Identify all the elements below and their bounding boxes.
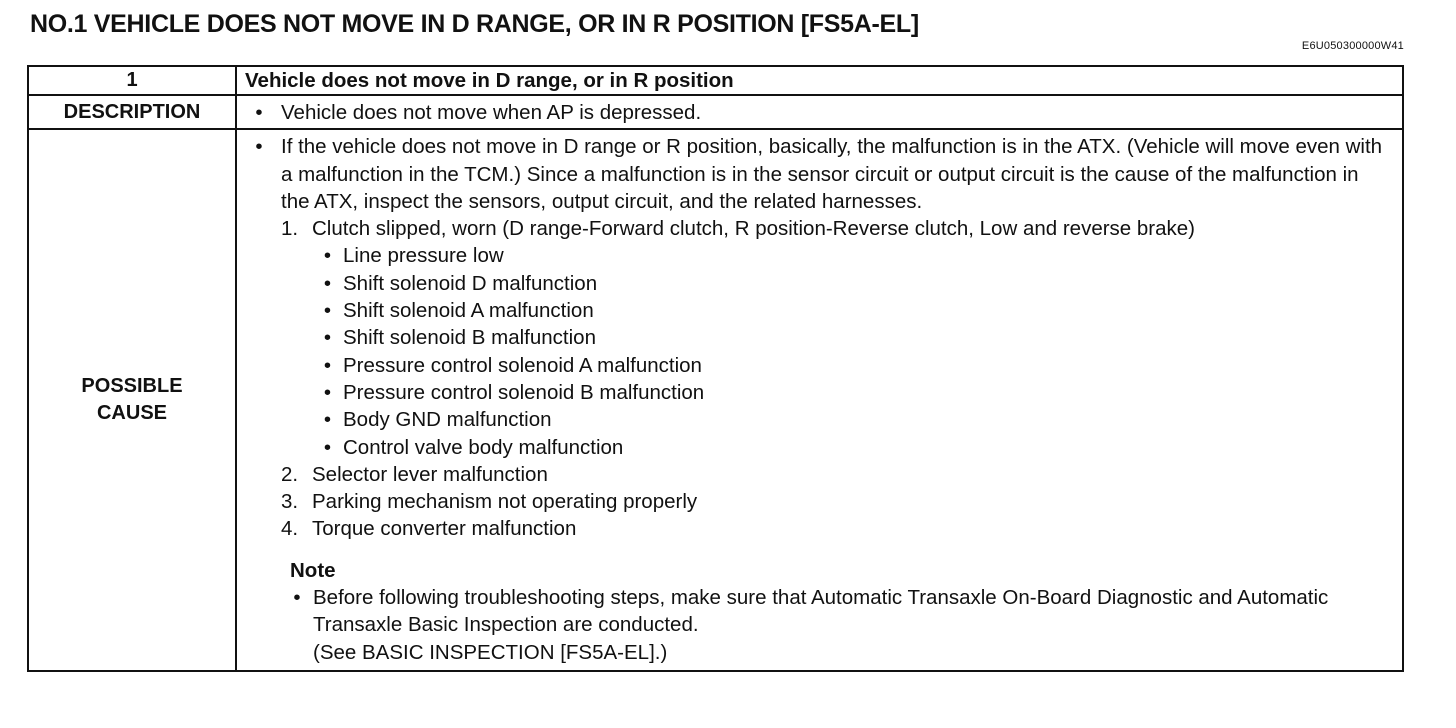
sub-cause-item — [312, 297, 1402, 324]
sub-cause-text: Body GND malfunction — [343, 408, 552, 432]
bullet-icon: • — [255, 135, 263, 159]
sub-cause-text: Shift solenoid A malfunction — [343, 299, 594, 323]
sub-cause-item — [312, 242, 1402, 269]
step-title: Vehicle does not move in D range, or in R position — [236, 66, 1403, 95]
sub-cause-text: Shift solenoid D malfunction — [343, 271, 598, 295]
description-label: DESCRIPTION — [28, 95, 236, 129]
bullet-icon: • — [323, 408, 332, 432]
description-text: Vehicle does not move when AP is depressed. — [281, 100, 702, 124]
sub-cause-item — [312, 270, 1402, 297]
document-id: E6U050300000W41 — [1301, 40, 1404, 52]
bullet-icon: • — [323, 326, 332, 350]
cause-number: 3. — [281, 490, 299, 514]
bullet-icon: • — [323, 380, 332, 404]
bullet-icon: • — [255, 100, 263, 124]
sub-cause-text: Shift solenoid B malfunction — [343, 326, 596, 350]
cause-item — [281, 461, 1402, 488]
sub-cause-item — [312, 434, 1402, 461]
bullet-icon: • — [293, 586, 301, 610]
sub-cause-text: Pressure control solenoid B malfunction — [343, 380, 705, 404]
cause-item — [281, 215, 1402, 242]
sub-cause-text: Pressure control solenoid A malfunction — [343, 353, 702, 377]
sub-cause-item — [312, 352, 1402, 379]
table-row-possible-cause — [28, 129, 1403, 671]
bullet-icon: • — [323, 271, 332, 295]
cause-item — [281, 488, 1402, 515]
sub-cause-item — [312, 324, 1402, 351]
note-item — [281, 584, 1402, 666]
sub-cause-text: Line pressure low — [343, 244, 504, 268]
cause-text: Parking mechanism not operating properly — [312, 490, 698, 514]
page-title: NO.1 VEHICLE DOES NOT MOVE IN D RANGE, OR IN R POSITION [FS5A-EL] — [30, 10, 919, 38]
bullet-icon: • — [323, 353, 332, 377]
bullet-icon: • — [323, 435, 332, 459]
note-text: Before following troubleshooting steps, make sure that Automatic Transaxle On-Board Diagnostic and Automatic Transaxle Basic Inspection are conducted. — [313, 586, 1329, 637]
possible-cause-cell — [236, 129, 1403, 671]
possible-cause-label — [28, 129, 236, 671]
sub-cause-item — [312, 379, 1402, 406]
note-body — [313, 584, 1402, 666]
sub-cause-item — [312, 406, 1402, 433]
description-cell — [236, 95, 1403, 129]
cause-number: 2. — [281, 462, 299, 486]
table-row-description — [28, 95, 1403, 129]
cause-number: 1. — [281, 217, 299, 241]
step-number: 1 — [28, 66, 236, 95]
possible-cause-label-line2: CAUSE — [96, 402, 167, 425]
cause-text: Selector lever malfunction — [312, 462, 548, 486]
possible-cause-label-line1: POSSIBLE — [81, 375, 183, 398]
cause-intro-text: If the vehicle does not move in D range or R position, basically, the malfunction is in the ATX. (Vehicle will move even with a malfunction in the TCM.) Since a malfunction is in the sensor circuit or output circuit is the cause of the malfunction in the ATX, inspect the sensors, output circuit, and the related harnesses. — [281, 135, 1383, 213]
note-reference: (See BASIC INSPECTION [FS5A-EL].) — [313, 640, 668, 664]
cause-text: Clutch slipped, worn (D range-Forward clutch, R position-Reverse clutch, Low and reverse brake) — [312, 217, 1196, 241]
cause-item — [281, 515, 1402, 542]
note-heading: Note — [290, 558, 336, 582]
troubleshooting-table — [27, 65, 1404, 672]
description-item — [237, 99, 1402, 126]
bullet-icon: • — [323, 299, 332, 323]
table-row-header — [28, 66, 1403, 95]
sub-cause-text: Control valve body malfunction — [343, 435, 624, 459]
cause-text: Torque converter malfunction — [312, 517, 577, 541]
cause-intro-item — [237, 133, 1402, 215]
cause-number: 4. — [281, 517, 299, 541]
bullet-icon: • — [323, 244, 332, 268]
